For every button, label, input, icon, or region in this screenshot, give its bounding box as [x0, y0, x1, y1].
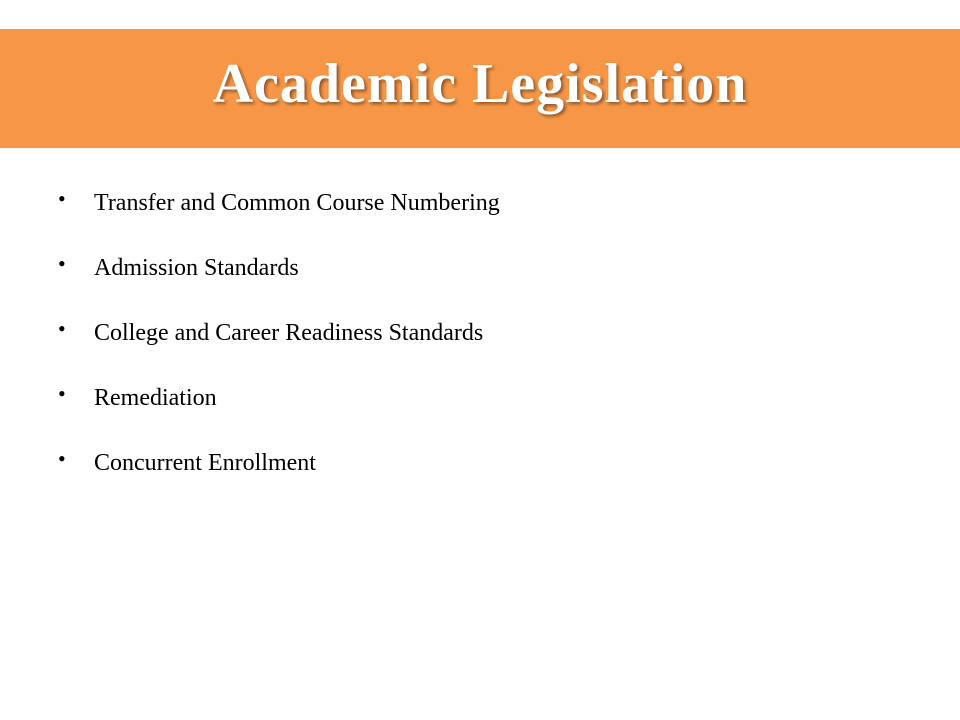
bullet-icon: • [58, 381, 66, 406]
bullet-item [58, 251, 500, 320]
bullet-icon: • [58, 316, 66, 341]
bullet-text: College and Career Readiness Standards [94, 320, 484, 346]
bullet-list [58, 186, 500, 515]
bullet-item [58, 186, 500, 255]
slide-title: Academic Legislation [212, 52, 748, 115]
title-band [0, 29, 960, 148]
bullet-text: Transfer and Common Course Numbering [94, 190, 500, 216]
bullet-text: Remediation [94, 385, 217, 411]
bullet-text: Concurrent Enrollment [94, 450, 316, 476]
bullet-icon: • [58, 446, 66, 471]
bullet-item [58, 446, 500, 515]
bullet-icon: • [58, 186, 66, 211]
bullet-icon: • [58, 251, 66, 276]
bullet-text: Admission Standards [94, 255, 299, 281]
bullet-item [58, 381, 500, 450]
bullet-item [58, 316, 500, 385]
